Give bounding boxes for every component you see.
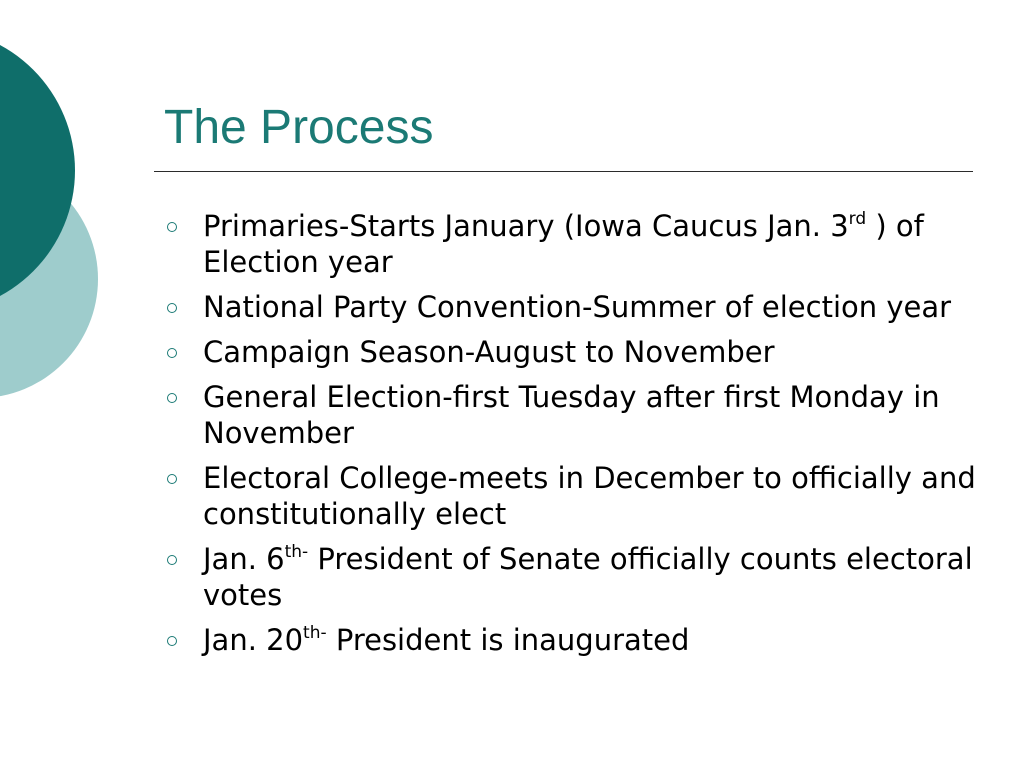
bullet-item [162, 334, 982, 370]
bullet-text: Jan. 6 [203, 542, 285, 576]
hollow-circle-icon [167, 555, 177, 565]
bullet-item [162, 208, 982, 280]
bullet-list [162, 208, 982, 667]
hollow-circle-icon [167, 636, 177, 646]
bullet-item [162, 289, 982, 325]
bullet-item [162, 460, 982, 532]
bullet-text-continued: President is inaugurated [326, 623, 690, 657]
bullet-text-continued: President of Senate officially counts electoral votes [203, 542, 973, 612]
bullet-superscript: th- [284, 542, 309, 562]
hollow-circle-icon [167, 474, 177, 484]
slide-title: The Process [164, 101, 434, 154]
bullet-item [162, 622, 982, 658]
bullet-text: Primaries-Starts January (Iowa Caucus Jan. 3 [203, 209, 849, 243]
bullet-text-continued: ) of Election year [203, 209, 924, 279]
bullet-text: Jan. 20 [203, 623, 304, 657]
bullet-text: Electoral College-meets in December to officially and constitutionally elect [203, 461, 976, 531]
bullet-item [162, 379, 982, 451]
hollow-circle-icon [167, 222, 177, 232]
bullet-text: Campaign Season-August to November [203, 335, 775, 369]
hollow-circle-icon [167, 393, 177, 403]
title-divider [154, 171, 973, 172]
bullet-text: General Election-first Tuesday after first Monday in November [203, 380, 940, 450]
bullet-superscript: th- [303, 623, 327, 643]
bullet-superscript: rd [848, 209, 867, 229]
bullet-item [162, 541, 982, 613]
hollow-circle-icon [167, 303, 177, 313]
bullet-text: National Party Convention-Summer of election year [203, 290, 952, 324]
hollow-circle-icon [167, 348, 177, 358]
